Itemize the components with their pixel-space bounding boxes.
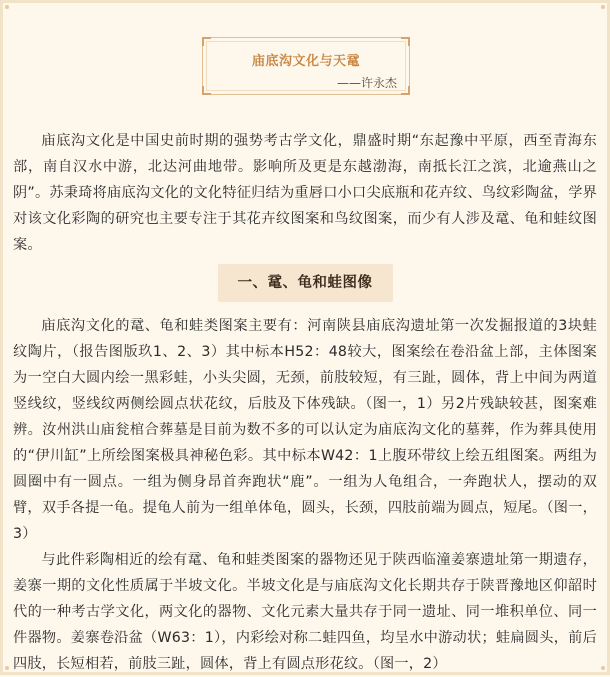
- corner-ornament: [601, 666, 605, 670]
- intro-paragraph: 庙底沟文化是中国史前时期的强势考古学文化，鼎盛时期“东起豫中平原，西至青海东部，南自汉水中游，北达河曲地带。影响所及更是东越渤海，南抵长江之滨，北逾燕山之阴”。苏秉琦将庙底沟文化的文化特征归结为重唇口小口尖底瓶和花卉纹、鸟纹彩陶盆，学界对该文化彩陶的研究也主要专注于其花卉纹图案和鸟纹图案，而少有人涉及鼋、龟和蛙纹图案。: [13, 133, 597, 253]
- body-paragraph: 与此件彩陶相近的绘有鼋、龟和蛙类图案的器物还见于陕西临潼姜寨遗址第一期遗存，姜寨一期的文化性质属于半坡文化。半坡文化是与庙底沟文化长期共存于陕晋豫地区仰韶时代的一种考古学文化，两文化的器物、文化元素大量共存于同一遗址、同一堆积单位、同一件器物。姜寨卷沿盆（W63：1），内彩绘对称二蛙四鱼，均呈水中游动状；蛙扁圆头，前后四肢，长短相若，前肢三趾，圆体，背上有圆点形花纹。（图一，2）: [13, 552, 597, 672]
- article-author: ——许永杰: [336, 76, 397, 90]
- body-paragraph: 庙底沟文化的鼋、龟和蛙类图案主要有：河南陕县庙底沟遗址第一次发掘报道的3块蛙纹陶片，（报告图版玖1、2、3）其中标本H52：48较大，图案绘在卷沿盆上部，主体图案为一空白大圆内绘一黑彩蛙，小头尖圆，无颈，前肢较短，有三趾，圆体，背上中间为两道竖线纹，竖线纹两侧绘圆点状花纹，后肢及下体残缺。（图一，1）另2片残缺较甚，图案难辨。汝州洪山庙瓮棺合葬墓是目前为数不多的可以认定为庙底沟文化的墓葬，作为葬具使用的“伊川缸”上所绘图案极具神秘色彩。其中标本W42：1上腹环带纹上绘五组图案。两组为圆圈中有一圆点。一组为侧身昂首奔跑状“鹿”。一组为人龟组合，一奔跑状人，摆动的双臂，双手各提一龟。提龟人前为一组单体龟，圆头，长颈，四肢前端为圆点，短尾。（图一，3）: [13, 318, 597, 542]
- frame-tick: [408, 86, 410, 95]
- section-heading: 一、鼋、龟和蛙图像: [218, 264, 393, 302]
- frame-tick: [408, 37, 410, 46]
- corner-ornament: [5, 666, 9, 670]
- article-body: [13, 128, 597, 677]
- frame-tick: [202, 37, 204, 46]
- article-title: 庙底沟文化与天鼋: [251, 54, 360, 69]
- corner-ornament: [5, 5, 9, 9]
- frame-tick: [202, 86, 204, 95]
- corner-ornament: [601, 5, 605, 9]
- title-box: [202, 37, 410, 95]
- section-heading-wrap: [13, 262, 597, 303]
